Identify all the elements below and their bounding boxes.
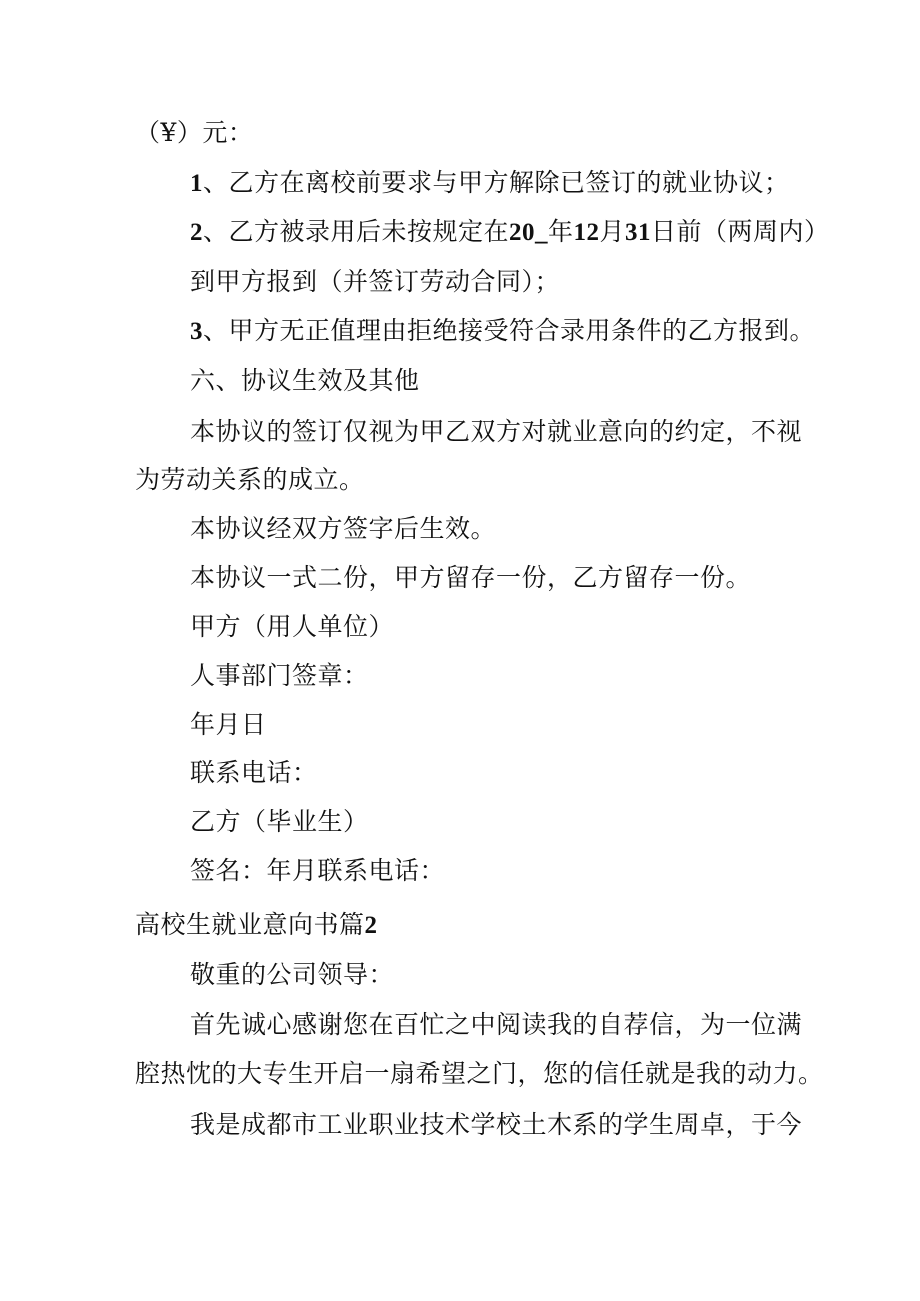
list-item: [190, 168, 790, 199]
text-content: 本协议经双方签字后生效。: [190, 514, 497, 543]
title-text: 高校生就业意向书篇: [135, 910, 365, 939]
section-heading: [190, 366, 420, 396]
list-text: 、乙方被录用后未按规定在: [203, 217, 510, 246]
date-month: 12: [573, 219, 600, 246]
signature-label: [190, 856, 445, 886]
text-content: 首先诚心感谢您在百忙之中阅读我的自荐信，为一位满: [190, 1010, 803, 1039]
list-text: 、乙方在离校前要求与甲方解除已签订的就业协议；: [203, 168, 790, 197]
text-content: 联系电话：: [190, 758, 318, 787]
list-number: 2: [190, 219, 203, 246]
text-content: 我是成都市工业职业技术学校土木系的学生周卓，于今: [190, 1110, 803, 1139]
phone-label: [190, 758, 318, 788]
paragraph-line: [135, 1059, 824, 1089]
hr-seal-label: [190, 661, 369, 691]
party-b-label: [190, 807, 369, 837]
text-line: [190, 267, 560, 297]
date-year: 20_: [509, 219, 549, 246]
text-content: 本协议一式二份，甲方留存一份，乙方留存一份。: [190, 563, 752, 592]
party-a-label: [190, 612, 394, 642]
text-content: 腔热忱的大专生开启一扇希望之门，您的信任就是我的动力。: [135, 1059, 824, 1088]
text-content: 为劳动关系的成立。: [135, 465, 365, 494]
text-line: [135, 118, 253, 148]
list-number: 3: [190, 318, 203, 345]
date-day: 31: [625, 219, 652, 246]
paragraph-line: [190, 417, 802, 447]
list-item: [190, 316, 815, 347]
currency-line: （¥）元：: [135, 118, 254, 147]
text-content: 年月日: [190, 710, 267, 739]
paragraph-line: [190, 514, 496, 544]
text-content: 签名：年月联系电话：: [190, 856, 446, 885]
text-content: 到甲方报到（并签订劳动合同）；: [190, 267, 561, 296]
text-content: 乙方（毕业生）: [190, 807, 369, 836]
salutation: [190, 960, 394, 990]
list-item: [190, 217, 830, 248]
text-content: 敬重的公司领导：: [190, 960, 395, 989]
list-text: 日前（两周内）: [651, 217, 830, 246]
text-content: 人事部门签章：: [190, 661, 369, 690]
title-number: 2: [364, 912, 378, 939]
text-content: 六、协议生效及其他: [190, 366, 420, 395]
text-content: 甲方（用人单位）: [190, 612, 395, 641]
list-number: 1: [190, 170, 203, 197]
text-content: 本协议的签订仅视为甲乙双方对就业意向的约定，不视: [190, 417, 803, 446]
article-title: [135, 910, 378, 941]
date-label: [190, 710, 267, 740]
list-text: 年: [548, 217, 574, 246]
paragraph-line: [190, 1110, 802, 1140]
paragraph-line: [190, 563, 751, 593]
list-text: 月: [599, 217, 626, 246]
paragraph-line: [135, 465, 365, 495]
list-text: 、甲方无正值理由拒绝接受符合录用条件的乙方报到。: [203, 316, 816, 345]
paragraph-line: [190, 1010, 802, 1040]
